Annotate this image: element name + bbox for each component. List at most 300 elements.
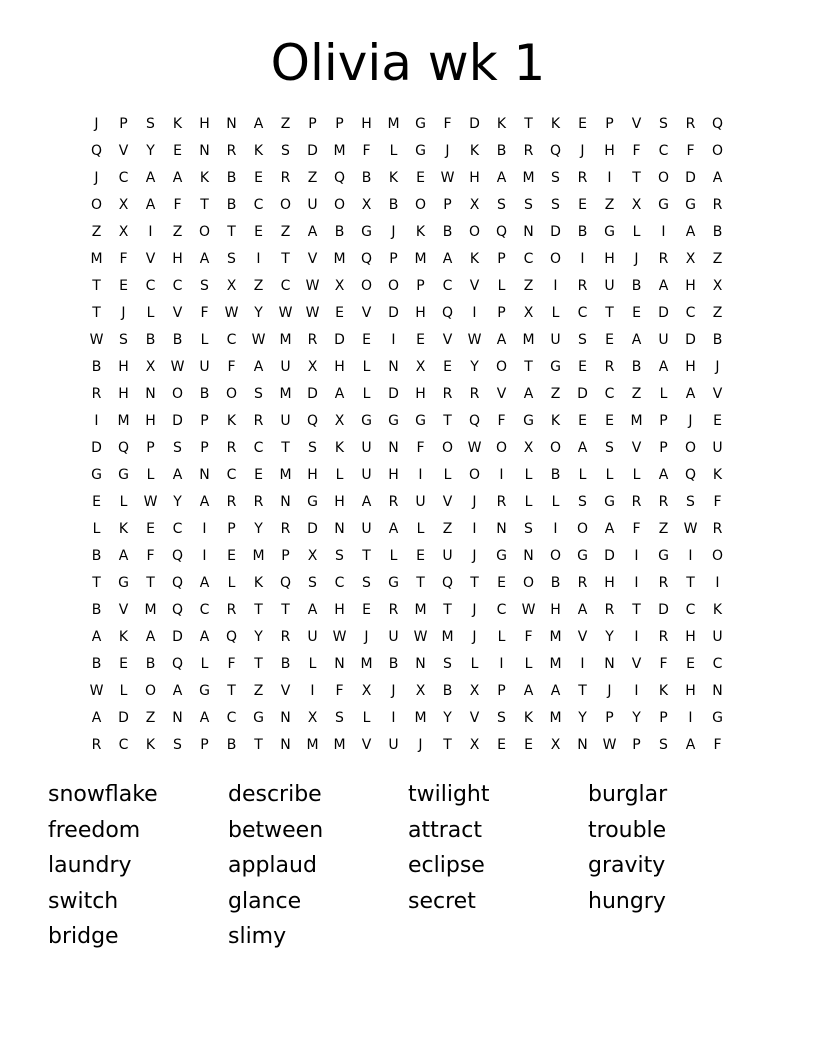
grid-row xyxy=(83,300,731,327)
grid-letter: V xyxy=(712,386,723,402)
grid-row xyxy=(83,111,731,138)
grid-letter: X xyxy=(685,251,696,267)
grid-letter: T xyxy=(200,197,209,213)
word-list-item: slimy xyxy=(228,924,287,949)
grid-letter: U xyxy=(307,629,318,645)
grid-letter: X xyxy=(307,548,318,564)
grid-letter: P xyxy=(497,683,506,699)
grid-letter: E xyxy=(578,359,587,375)
grid-letter: F xyxy=(362,143,371,159)
grid-letter: E xyxy=(362,332,371,348)
grid-letter: B xyxy=(496,143,507,159)
grid-letter: A xyxy=(199,710,210,726)
grid-letter: Y xyxy=(254,521,263,537)
grid-letter: R xyxy=(388,494,399,510)
grid-letter: O xyxy=(684,440,697,456)
grid-letter: S xyxy=(146,116,155,132)
grid-letter: U xyxy=(550,332,561,348)
grid-letter: V xyxy=(577,629,588,645)
grid-letter: H xyxy=(604,251,615,267)
grid-letter: B xyxy=(172,332,183,348)
grid-letter: R xyxy=(658,575,669,591)
grid-letter: F xyxy=(119,251,128,267)
grid-letter: I xyxy=(472,521,477,537)
grid-letter: O xyxy=(360,278,373,294)
grid-letter: R xyxy=(469,386,480,402)
grid-letter: J xyxy=(634,251,639,267)
grid-letter: E xyxy=(578,116,587,132)
grid-letter: O xyxy=(495,359,508,375)
grid-row xyxy=(83,462,731,489)
grid-letter: U xyxy=(658,332,669,348)
grid-letter: E xyxy=(524,737,533,753)
grid-letter: F xyxy=(686,143,695,159)
grid-letter: T xyxy=(254,737,263,753)
grid-letter: M xyxy=(333,737,346,753)
grid-letter: L xyxy=(659,386,668,402)
grid-letter: V xyxy=(469,278,480,294)
grid-row xyxy=(83,651,731,678)
grid-letter: S xyxy=(524,197,533,213)
grid-letter: M xyxy=(333,143,346,159)
grid-letter: M xyxy=(279,467,292,483)
grid-letter: N xyxy=(199,467,210,483)
grid-letter: A xyxy=(172,683,183,699)
word-list-item: bridge xyxy=(48,924,119,949)
grid-letter: S xyxy=(686,494,695,510)
grid-row xyxy=(83,273,731,300)
grid-letter: B xyxy=(226,197,237,213)
grid-letter: R xyxy=(712,197,723,213)
grid-letter: A xyxy=(388,521,399,537)
grid-letter: H xyxy=(415,305,426,321)
grid-letter: R xyxy=(658,494,669,510)
grid-letter: M xyxy=(279,386,292,402)
grid-letter: Y xyxy=(443,710,452,726)
grid-letter: K xyxy=(253,143,264,159)
grid-row xyxy=(83,408,731,435)
grid-letter: E xyxy=(686,656,695,672)
grid-letter: Q xyxy=(549,143,562,159)
grid-letter: I xyxy=(688,710,693,726)
grid-letter: L xyxy=(605,467,614,483)
grid-letter: I xyxy=(391,710,396,726)
grid-letter: J xyxy=(445,143,450,159)
grid-letter: V xyxy=(631,440,642,456)
grid-letter: Z xyxy=(550,386,561,402)
grid-letter: W xyxy=(251,332,266,348)
grid-letter: C xyxy=(334,575,345,591)
grid-letter: C xyxy=(226,332,237,348)
grid-letter: D xyxy=(685,332,696,348)
grid-letter: I xyxy=(202,521,207,537)
grid-row xyxy=(83,489,731,516)
word-list-item: switch xyxy=(48,888,119,914)
word-list-item: eclipse xyxy=(408,853,485,878)
grid-letter: H xyxy=(685,683,696,699)
grid-letter: F xyxy=(713,737,722,753)
grid-letter: Y xyxy=(470,359,479,375)
grid-letter: V xyxy=(118,602,129,618)
grid-letter: U xyxy=(388,737,399,753)
grid-row xyxy=(83,570,731,597)
grid-letter: V xyxy=(118,143,129,159)
grid-letter: L xyxy=(200,656,209,672)
grid-letter: K xyxy=(415,224,426,240)
grid-letter: T xyxy=(605,305,614,321)
grid-row xyxy=(83,381,731,408)
grid-letter: R xyxy=(577,170,588,186)
grid-letter: E xyxy=(362,602,371,618)
grid-letter: A xyxy=(631,332,642,348)
grid-letter: Z xyxy=(253,683,264,699)
grid-letter: K xyxy=(334,440,345,456)
grid-letter: T xyxy=(443,413,452,429)
grid-letter: F xyxy=(659,656,668,672)
grid-letter: R xyxy=(226,494,237,510)
grid-letter: A xyxy=(199,629,210,645)
grid-letter: G xyxy=(415,116,426,132)
grid-letter: L xyxy=(497,629,506,645)
grid-letter: C xyxy=(496,602,507,618)
grid-letter: B xyxy=(712,224,723,240)
grid-letter: M xyxy=(549,629,562,645)
grid-letter: W xyxy=(521,602,536,618)
grid-letter: Q xyxy=(306,413,319,429)
grid-letter: P xyxy=(146,440,155,456)
grid-letter: R xyxy=(577,278,588,294)
grid-letter: L xyxy=(389,548,398,564)
grid-letter: R xyxy=(91,386,102,402)
word-list-item: hungry xyxy=(588,888,666,914)
grid-letter: J xyxy=(580,143,585,159)
grid-letter: T xyxy=(362,548,371,564)
grid-letter: N xyxy=(523,224,534,240)
grid-letter: R xyxy=(577,575,588,591)
grid-letter: H xyxy=(172,251,183,267)
grid-letter: F xyxy=(713,494,722,510)
grid-letter: A xyxy=(334,386,345,402)
grid-letter: L xyxy=(200,332,209,348)
grid-letter: K xyxy=(523,710,534,726)
grid-letter: Q xyxy=(441,575,454,591)
grid-letter: O xyxy=(468,467,481,483)
grid-letter: A xyxy=(253,116,264,132)
grid-row xyxy=(83,624,731,651)
grid-letter: C xyxy=(199,602,210,618)
grid-letter: S xyxy=(551,197,560,213)
grid-letter: P xyxy=(659,710,668,726)
grid-letter: H xyxy=(550,602,561,618)
grid-letter: W xyxy=(602,737,617,753)
grid-letter: I xyxy=(553,278,558,294)
grid-letter: C xyxy=(172,521,183,537)
grid-letter: G xyxy=(577,548,588,564)
grid-letter: K xyxy=(469,251,480,267)
grid-letter: E xyxy=(497,575,506,591)
grid-letter: N xyxy=(712,683,723,699)
grid-letter: I xyxy=(256,251,261,267)
grid-letter: A xyxy=(172,467,183,483)
grid-letter: L xyxy=(146,467,155,483)
grid-letter: Q xyxy=(468,413,481,429)
word-list-item: trouble xyxy=(588,817,667,843)
grid-letter: Q xyxy=(171,548,184,564)
grid-letter: K xyxy=(199,170,210,186)
grid-letter: Y xyxy=(173,494,182,510)
grid-letter: S xyxy=(281,143,290,159)
grid-letter: E xyxy=(443,359,452,375)
grid-letter: L xyxy=(470,656,479,672)
grid-letter: L xyxy=(524,467,533,483)
grid-letter: E xyxy=(605,332,614,348)
grid-letter: V xyxy=(361,305,372,321)
grid-letter: G xyxy=(712,710,723,726)
grid-row xyxy=(83,165,731,192)
grid-letter: F xyxy=(416,440,425,456)
grid-letter: M xyxy=(549,710,562,726)
grid-letter: C xyxy=(685,305,696,321)
grid-letter: A xyxy=(496,170,507,186)
grid-letter: J xyxy=(472,602,477,618)
grid-letter: A xyxy=(550,683,561,699)
grid-letter: R xyxy=(604,602,615,618)
grid-letter: R xyxy=(604,359,615,375)
grid-letter: W xyxy=(440,170,455,186)
grid-letter: B xyxy=(280,656,291,672)
grid-letter: S xyxy=(497,710,506,726)
grid-letter: K xyxy=(388,170,399,186)
grid-letter: N xyxy=(280,494,291,510)
grid-letter: C xyxy=(604,386,615,402)
grid-letter: A xyxy=(199,575,210,591)
grid-letter: Z xyxy=(280,224,291,240)
grid-letter: I xyxy=(634,575,639,591)
grid-letter: N xyxy=(334,656,345,672)
grid-letter: L xyxy=(362,710,371,726)
grid-letter: C xyxy=(658,143,669,159)
grid-letter: H xyxy=(118,386,129,402)
grid-letter: K xyxy=(118,521,129,537)
grid-letter: I xyxy=(472,305,477,321)
grid-letter: J xyxy=(418,737,423,753)
grid-letter: P xyxy=(200,737,209,753)
grid-letter: G xyxy=(388,413,399,429)
grid-letter: G xyxy=(199,683,210,699)
grid-letter: Q xyxy=(441,305,454,321)
grid-letter: J xyxy=(607,683,612,699)
grid-letter: X xyxy=(523,440,534,456)
grid-letter: O xyxy=(576,521,589,537)
grid-letter: B xyxy=(577,224,588,240)
grid-letter: P xyxy=(416,278,425,294)
grid-letter: D xyxy=(388,305,399,321)
grid-letter: O xyxy=(171,386,184,402)
grid-letter: G xyxy=(415,143,426,159)
word-list-item: applaud xyxy=(228,853,317,878)
grid-letter: H xyxy=(415,386,426,402)
grid-letter: I xyxy=(580,656,585,672)
grid-letter: L xyxy=(389,143,398,159)
grid-letter: T xyxy=(92,305,101,321)
grid-letter: I xyxy=(148,224,153,240)
grid-letter: W xyxy=(278,305,293,321)
grid-letter: Z xyxy=(523,278,534,294)
grid-letter: A xyxy=(604,521,615,537)
grid-letter: C xyxy=(253,197,264,213)
word-list-item: twilight xyxy=(408,782,490,807)
grid-letter: O xyxy=(522,575,535,591)
grid-letter: P xyxy=(119,116,128,132)
grid-letter: T xyxy=(524,116,533,132)
grid-letter: S xyxy=(362,575,371,591)
grid-letter: Y xyxy=(254,629,263,645)
grid-letter: C xyxy=(226,710,237,726)
grid-letter: U xyxy=(415,494,426,510)
grid-letter: N xyxy=(577,737,588,753)
grid-letter: A xyxy=(145,170,156,186)
grid-letter: O xyxy=(279,197,292,213)
grid-row xyxy=(83,543,731,570)
grid-letter: V xyxy=(631,656,642,672)
grid-letter: N xyxy=(415,656,426,672)
grid-row xyxy=(83,678,731,705)
grid-letter: V xyxy=(361,737,372,753)
grid-letter: B xyxy=(91,548,102,564)
grid-letter: T xyxy=(443,602,452,618)
grid-letter: O xyxy=(549,251,562,267)
grid-letter: S xyxy=(173,440,182,456)
grid-letter: B xyxy=(199,386,210,402)
grid-letter: B xyxy=(631,278,642,294)
grid-letter: T xyxy=(524,359,533,375)
grid-letter: S xyxy=(335,548,344,564)
grid-letter: S xyxy=(308,575,317,591)
grid-letter: Q xyxy=(225,629,238,645)
word-list-item: attract xyxy=(408,817,482,843)
grid-letter: T xyxy=(470,575,479,591)
grid-letter: X xyxy=(712,278,723,294)
grid-letter: B xyxy=(91,656,102,672)
grid-letter: O xyxy=(657,170,670,186)
grid-letter: L xyxy=(524,494,533,510)
grid-letter: T xyxy=(632,602,641,618)
grid-letter: Z xyxy=(631,386,642,402)
grid-letter: G xyxy=(550,359,561,375)
grid-letter: M xyxy=(414,602,427,618)
grid-letter: A xyxy=(523,683,534,699)
grid-letter: G xyxy=(388,575,399,591)
grid-letter: D xyxy=(550,224,561,240)
grid-letter: T xyxy=(254,602,263,618)
grid-letter: S xyxy=(443,656,452,672)
grid-letter: J xyxy=(121,305,126,321)
grid-letter: B xyxy=(550,575,561,591)
grid-letter: M xyxy=(117,413,130,429)
grid-letter: H xyxy=(334,602,345,618)
grid-letter: R xyxy=(307,332,318,348)
grid-letter: E xyxy=(173,143,182,159)
grid-letter: H xyxy=(604,143,615,159)
grid-letter: E xyxy=(119,278,128,294)
grid-letter: O xyxy=(198,224,211,240)
grid-letter: U xyxy=(361,521,372,537)
grid-letter: E xyxy=(335,305,344,321)
grid-letter: Z xyxy=(712,251,723,267)
grid-letter: X xyxy=(550,737,561,753)
grid-letter: S xyxy=(578,332,587,348)
grid-letter: Q xyxy=(333,170,346,186)
grid-letter: B xyxy=(226,737,237,753)
word-search-grid xyxy=(83,111,731,759)
grid-letter: F xyxy=(227,359,236,375)
grid-letter: S xyxy=(524,521,533,537)
grid-letter: K xyxy=(712,602,723,618)
grid-letter: X xyxy=(361,197,372,213)
grid-letter: R xyxy=(253,413,264,429)
grid-letter: E xyxy=(227,548,236,564)
grid-letter: W xyxy=(89,332,104,348)
word-list-item: glance xyxy=(228,888,302,914)
grid-letter: T xyxy=(281,440,290,456)
grid-letter: B xyxy=(91,359,102,375)
grid-letter: Z xyxy=(280,116,291,132)
grid-letter: V xyxy=(172,305,183,321)
grid-letter: E xyxy=(578,197,587,213)
grid-letter: H xyxy=(118,359,129,375)
grid-letter: I xyxy=(634,548,639,564)
grid-letter: A xyxy=(145,629,156,645)
grid-letter: N xyxy=(145,386,156,402)
grid-letter: F xyxy=(335,683,344,699)
grid-letter: X xyxy=(469,737,480,753)
grid-letter: U xyxy=(604,278,615,294)
grid-letter: F xyxy=(146,548,155,564)
grid-letter: H xyxy=(334,494,345,510)
grid-letter: F xyxy=(524,629,533,645)
grid-letter: R xyxy=(631,494,642,510)
grid-letter: G xyxy=(604,494,615,510)
grid-letter: G xyxy=(496,548,507,564)
grid-letter: I xyxy=(688,548,693,564)
grid-letter: T xyxy=(227,683,236,699)
grid-letter: K xyxy=(550,413,561,429)
grid-letter: W xyxy=(467,440,482,456)
grid-letter: H xyxy=(145,413,156,429)
grid-letter: Z xyxy=(172,224,183,240)
grid-letter: Q xyxy=(171,656,184,672)
grid-letter: A xyxy=(523,386,534,402)
grid-letter: H xyxy=(388,467,399,483)
grid-letter: N xyxy=(604,656,615,672)
grid-letter: X xyxy=(415,359,426,375)
grid-letter: Q xyxy=(495,224,508,240)
grid-letter: S xyxy=(335,710,344,726)
grid-letter: A xyxy=(712,170,723,186)
grid-letter: Z xyxy=(712,305,723,321)
grid-letter: R xyxy=(712,521,723,537)
grid-letter: C xyxy=(145,278,156,294)
grid-letter: X xyxy=(307,710,318,726)
grid-letter: W xyxy=(89,683,104,699)
grid-letter: W xyxy=(332,629,347,645)
grid-letter: D xyxy=(388,386,399,402)
grid-letter: M xyxy=(333,251,346,267)
grid-letter: M xyxy=(252,548,265,564)
grid-letter: L xyxy=(551,305,560,321)
grid-letter: M xyxy=(279,332,292,348)
grid-letter: E xyxy=(416,170,425,186)
